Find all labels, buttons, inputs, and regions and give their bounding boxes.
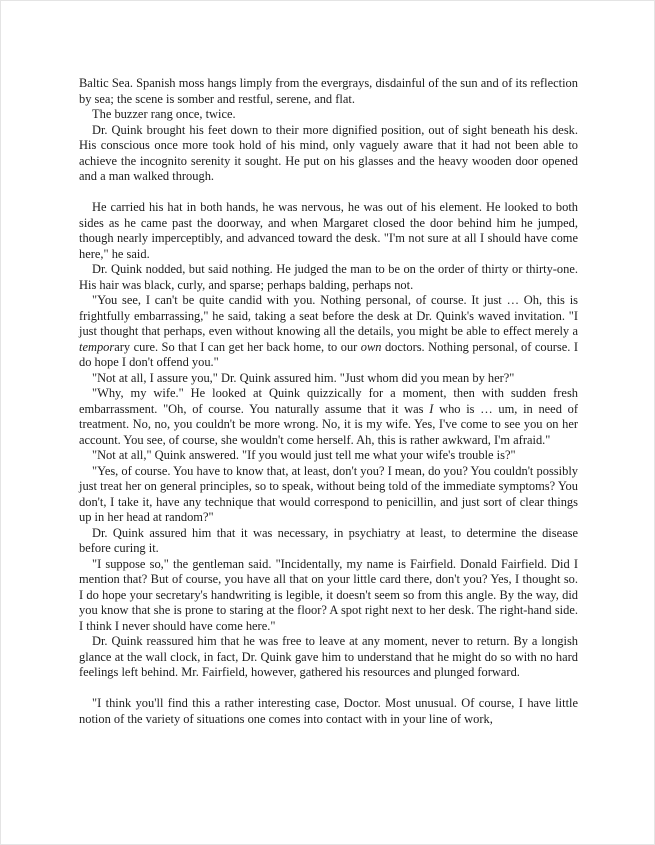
paragraph: "I think you'll find this a rather interesting case, Doctor. Most unusual. Of course, I have little notion of the variety of situations one comes into contact with in your line of work, xyxy=(79,696,578,726)
paragraph: "I suppose so," the gentleman said. "Incidentally, my name is Fairfield. Donald Fairfield. Did I mention that? But of course, you have all that on your little card there, don't you? Yes, I thought so. I do hope your secretary's handwriting is legible, it doesn't seem so from this angle. By the way, did you know that she is prone to staring at the floor? A spot right next to her desk. The right-hand side. I think I never should have come here." xyxy=(79,556,578,633)
paragraph: Baltic Sea. Spanish moss hangs limply from the evergrays, disdainful of the sun and of its reflection by sea; the scene is somber and restful, serene, and flat. xyxy=(79,76,578,106)
text-run: "Why, my wife." He looked at Quink quizzically for a moment, then with sudden fresh embarrassment. "Oh, of course. You naturally assume that it was xyxy=(79,386,578,416)
paragraph: The buzzer rang once, twice. xyxy=(92,107,236,121)
text-run: who is … um, in need of treatment. No, no, you couldn't be more wrong. No, it is my wife. Yes, I've come to see you on her account. You see, of course, she wouldn't come herself. Ah, this is rather awkward, I'm afraid." xyxy=(79,401,578,447)
italic-run: tempor xyxy=(79,339,115,354)
paragraph: Dr. Quink assured him that it was necessary, in psychiatry at least, to determine the disease before curing it. xyxy=(79,525,578,555)
paragraph: Dr. Quink brought his feet down to their more dignified position, out of sight beneath his desk. His conscious once more took hold of his mind, only vaguely aware that it had not been able to achieve the incognito serenity it sought. He put on his glasses and the heavy wooden door opened and a man walked through. xyxy=(79,122,578,183)
text-run: doctors. Nothing personal, of course. I do hope I don't offend you." xyxy=(79,339,578,369)
paragraph: He carried his hat in both hands, he was nervous, he was out of his element. He looked to both sides as he came past the doorway, and when Margaret closed the door behind him he jumped, though nearly imperceptibly, and advanced toward the desk. "I'm not sure at all I should have come here," he said. xyxy=(79,200,578,261)
paragraph: "Not at all," Quink answered. "If you would just tell me what your wife's trouble is?" xyxy=(92,448,516,462)
italic-run: own xyxy=(360,339,382,354)
paragraph: Dr. Quink reassured him that he was free to leave at any moment, never to return. By a longish glance at the wall clock, in fact, Dr. Quink gave him to understand that he might do so with no hard feelings left behind. Mr. Fairfield, however, gathered his resources and plunged forward. xyxy=(79,634,578,679)
text-run: "You see, I can't be quite candid with you. Nothing personal, of course. It just … Oh, this is frightfully embarrassing," he said, taking a seat before the desk at Dr. Quink's waved invitation. "I just thought that perhaps, even without knowing all the details, you might be able to effect merely a xyxy=(79,293,578,338)
paragraph xyxy=(79,293,578,371)
paragraph xyxy=(79,386,578,448)
body-text xyxy=(79,76,578,727)
text-run: ary cure. So that I can get her back home, to our xyxy=(114,339,361,354)
italic-run: I xyxy=(429,401,434,416)
paragraph: Dr. Quink nodded, but said nothing. He judged the man to be on the order of thirty or thirty-one. His hair was black, curly, and sparse; perhaps balding, perhaps not. xyxy=(79,262,578,292)
paragraph: "Not at all, I assure you," Dr. Quink assured him. "Just whom did you mean by her?" xyxy=(92,370,515,385)
paragraph: "Yes, of course. You have to know that, at least, don't you? I mean, do you? You couldn't possibly just treat her on general principles, so to speak, without being told of the immediate symptoms? You don't, I take it, have any technique that would correspond to penicillin, and just sort of clear things up in her head at random?" xyxy=(79,463,578,524)
